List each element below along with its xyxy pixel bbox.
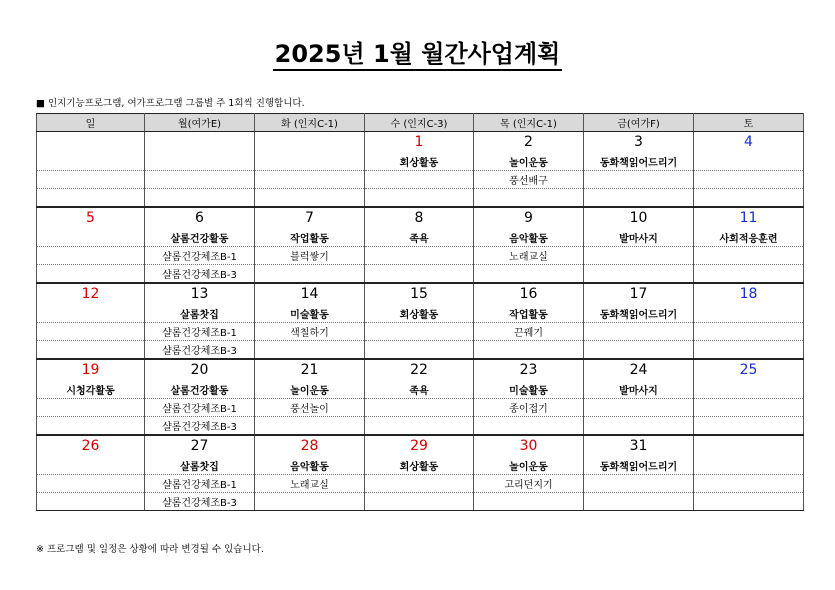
week-2-row2-row: [37, 247, 804, 265]
weekday-header-row: [37, 114, 804, 132]
calendar-body: [37, 132, 804, 511]
sub-activity-cell: 노래교실: [474, 247, 584, 265]
sub-activity-cell: [255, 171, 365, 189]
week-4-row2-row: [37, 399, 804, 417]
date-cell: 3: [584, 132, 694, 153]
page-title-text: 2025년 1월 월간사업계획: [273, 40, 563, 71]
activity-cell: 살롬건강활동: [145, 228, 255, 247]
sub-activity-cell: [584, 475, 694, 493]
activity-cell: [37, 228, 145, 247]
activity-cell: 살롬찻집: [145, 456, 255, 475]
sub-activity-cell: [584, 265, 694, 284]
sub-activity-cell: [584, 171, 694, 189]
date-cell: 7: [255, 207, 365, 228]
date-cell: 12: [37, 283, 145, 304]
sub-activity-cell: [365, 493, 474, 511]
date-cell: 26: [37, 435, 145, 456]
activity-cell: 족욕: [365, 228, 474, 247]
date-cell: 25: [694, 359, 804, 380]
sub-activity-cell: [365, 399, 474, 417]
activity-cell: 족욕: [365, 380, 474, 399]
date-cell: 1: [365, 132, 474, 153]
week-1-row2-row: [37, 171, 804, 189]
weekday-header-mon: 월(여가E): [145, 114, 255, 132]
date-cell: [145, 132, 255, 153]
date-cell: 10: [584, 207, 694, 228]
sub-activity-cell: [365, 341, 474, 360]
date-cell: 2: [474, 132, 584, 153]
sub-activity-cell: [474, 493, 584, 511]
sub-activity-cell: 샬롬건강체조B-3: [145, 265, 255, 284]
page-title: [0, 34, 835, 69]
activity-cell: 놀이운동: [474, 456, 584, 475]
sub-activity-cell: [365, 171, 474, 189]
sub-activity-cell: [584, 493, 694, 511]
date-cell: 14: [255, 283, 365, 304]
sub-activity-cell: [694, 247, 804, 265]
date-cell: 20: [145, 359, 255, 380]
activity-cell: [255, 152, 365, 171]
sub-activity-cell: 색칠하기: [255, 323, 365, 341]
date-cell: 15: [365, 283, 474, 304]
activity-cell: [37, 304, 145, 323]
date-cell: 30: [474, 435, 584, 456]
sub-activity-cell: [694, 341, 804, 360]
sub-activity-cell: [37, 247, 145, 265]
date-cell: 23: [474, 359, 584, 380]
week-2-row1-row: [37, 228, 804, 247]
sub-activity-cell: [474, 189, 584, 208]
date-cell: 6: [145, 207, 255, 228]
date-cell: 19: [37, 359, 145, 380]
sub-activity-cell: [145, 171, 255, 189]
activity-cell: 동화책읽어드리기: [584, 456, 694, 475]
date-cell: 17: [584, 283, 694, 304]
sub-activity-cell: [255, 493, 365, 511]
activity-cell: 동화책읽어드리기: [584, 304, 694, 323]
sub-activity-cell: [37, 341, 145, 360]
sub-activity-cell: 풍선배구: [474, 171, 584, 189]
sub-activity-cell: [37, 265, 145, 284]
date-cell: 8: [365, 207, 474, 228]
sub-activity-cell: 블럭쌓기: [255, 247, 365, 265]
date-cell: [37, 132, 145, 153]
activity-cell: [694, 380, 804, 399]
date-cell: 5: [37, 207, 145, 228]
date-cell: 28: [255, 435, 365, 456]
sub-activity-cell: 고리던지기: [474, 475, 584, 493]
activity-cell: 동화책읽어드리기: [584, 152, 694, 171]
sub-activity-cell: [474, 341, 584, 360]
week-2-dates-row: [37, 207, 804, 228]
weekday-header-tue: 화 (인지C-1): [255, 114, 365, 132]
weekday-header-sun: 일: [37, 114, 145, 132]
date-cell: 21: [255, 359, 365, 380]
sub-activity-cell: 샬롬건강체조B-1: [145, 323, 255, 341]
activity-cell: [694, 456, 804, 475]
sub-activity-cell: [694, 493, 804, 511]
activity-cell: 미술활동: [474, 380, 584, 399]
sub-activity-cell: [365, 265, 474, 284]
sub-activity-cell: [365, 417, 474, 436]
sub-activity-cell: 노래교실: [255, 475, 365, 493]
activity-cell: 살롬건강활동: [145, 380, 255, 399]
sub-activity-cell: 샬롬건강체조B-3: [145, 417, 255, 436]
activity-cell: 놀이운동: [255, 380, 365, 399]
activity-cell: [694, 304, 804, 323]
week-2-row3-row: [37, 265, 804, 284]
sub-activity-cell: [584, 247, 694, 265]
week-5-row2-row: [37, 475, 804, 493]
week-5-row1-row: [37, 456, 804, 475]
sub-activity-cell: 샬롬건강체조B-3: [145, 341, 255, 360]
week-4-row3-row: [37, 417, 804, 436]
date-cell: 27: [145, 435, 255, 456]
activity-cell: 놀이운동: [474, 152, 584, 171]
sub-activity-cell: 샬롬건강체조B-1: [145, 399, 255, 417]
week-4-dates-row: [37, 359, 804, 380]
sub-activity-cell: 샬롬건강체조B-1: [145, 247, 255, 265]
sub-activity-cell: [584, 417, 694, 436]
activity-cell: 회상활동: [365, 152, 474, 171]
activity-cell: 회상활동: [365, 304, 474, 323]
activity-cell: 발마사지: [584, 380, 694, 399]
sub-activity-cell: [37, 171, 145, 189]
sub-activity-cell: [584, 399, 694, 417]
activity-cell: 사회적응훈련: [694, 228, 804, 247]
date-cell: 22: [365, 359, 474, 380]
sub-activity-cell: [584, 323, 694, 341]
sub-activity-cell: [694, 475, 804, 493]
date-cell: 24: [584, 359, 694, 380]
sub-activity-cell: [474, 265, 584, 284]
week-5-row3-row: [37, 493, 804, 511]
sub-activity-cell: [37, 399, 145, 417]
activity-cell: 발마사지: [584, 228, 694, 247]
activity-cell: 미술활동: [255, 304, 365, 323]
sub-activity-cell: [584, 189, 694, 208]
date-cell: 4: [694, 132, 804, 153]
activity-cell: 작업활동: [255, 228, 365, 247]
week-3-dates-row: [37, 283, 804, 304]
week-1-row1-row: [37, 152, 804, 171]
sub-activity-cell: [365, 475, 474, 493]
activity-cell: [37, 456, 145, 475]
activity-cell: [37, 152, 145, 171]
sub-activity-cell: [365, 247, 474, 265]
sub-activity-cell: [694, 399, 804, 417]
weekday-header-fri: 금(여가F): [584, 114, 694, 132]
date-cell: [255, 132, 365, 153]
date-cell: 11: [694, 207, 804, 228]
weekday-header-thu: 목 (인지C-1): [474, 114, 584, 132]
activity-cell: 음악활동: [255, 456, 365, 475]
activity-cell: [145, 152, 255, 171]
sub-activity-cell: [255, 341, 365, 360]
sub-activity-cell: [255, 265, 365, 284]
sub-activity-cell: [37, 417, 145, 436]
sub-activity-cell: 끈꿰기: [474, 323, 584, 341]
week-3-row1-row: [37, 304, 804, 323]
monthly-calendar-table: [36, 113, 804, 511]
sub-activity-cell: [37, 475, 145, 493]
week-3-row3-row: [37, 341, 804, 360]
sub-activity-cell: [365, 189, 474, 208]
sub-activity-cell: [694, 171, 804, 189]
date-cell: [694, 435, 804, 456]
sub-activity-cell: [694, 323, 804, 341]
sub-activity-cell: [37, 493, 145, 511]
intro-text: ■ 인지기능프로그램, 여가프로그램 그룹별 주 1회씩 진행합니다.: [36, 98, 305, 109]
week-1-row3-row: [37, 189, 804, 208]
week-5-dates-row: [37, 435, 804, 456]
sub-activity-cell: [255, 189, 365, 208]
sub-activity-cell: [694, 265, 804, 284]
activity-cell: 회상활동: [365, 456, 474, 475]
activity-cell: 살롬찻집: [145, 304, 255, 323]
week-3-row2-row: [37, 323, 804, 341]
sub-activity-cell: [694, 189, 804, 208]
activity-cell: 시청각활동: [37, 380, 145, 399]
date-cell: 9: [474, 207, 584, 228]
sub-activity-cell: [255, 417, 365, 436]
sub-activity-cell: [37, 323, 145, 341]
weekday-header-wed: 수 (인지C-3): [365, 114, 474, 132]
week-4-row1-row: [37, 380, 804, 399]
date-cell: 31: [584, 435, 694, 456]
sub-activity-cell: 종이접기: [474, 399, 584, 417]
activity-cell: 작업활동: [474, 304, 584, 323]
sub-activity-cell: [584, 341, 694, 360]
sub-activity-cell: [694, 417, 804, 436]
sub-activity-cell: [474, 417, 584, 436]
sub-activity-cell: 샬롬건강체조B-1: [145, 475, 255, 493]
date-cell: 18: [694, 283, 804, 304]
weekday-header-sat: 토: [694, 114, 804, 132]
date-cell: 16: [474, 283, 584, 304]
sub-activity-cell: [365, 323, 474, 341]
activity-cell: [694, 152, 804, 171]
activity-cell: 음악활동: [474, 228, 584, 247]
footnote: ※ 프로그램 및 일정은 상황에 따라 변경될 수 있습니다.: [36, 544, 264, 555]
week-1-dates-row: [37, 132, 804, 153]
sub-activity-cell: [145, 189, 255, 208]
sub-activity-cell: 샬롬건강체조B-3: [145, 493, 255, 511]
sub-activity-cell: 풍선놀이: [255, 399, 365, 417]
date-cell: 29: [365, 435, 474, 456]
sub-activity-cell: [37, 189, 145, 208]
date-cell: 13: [145, 283, 255, 304]
